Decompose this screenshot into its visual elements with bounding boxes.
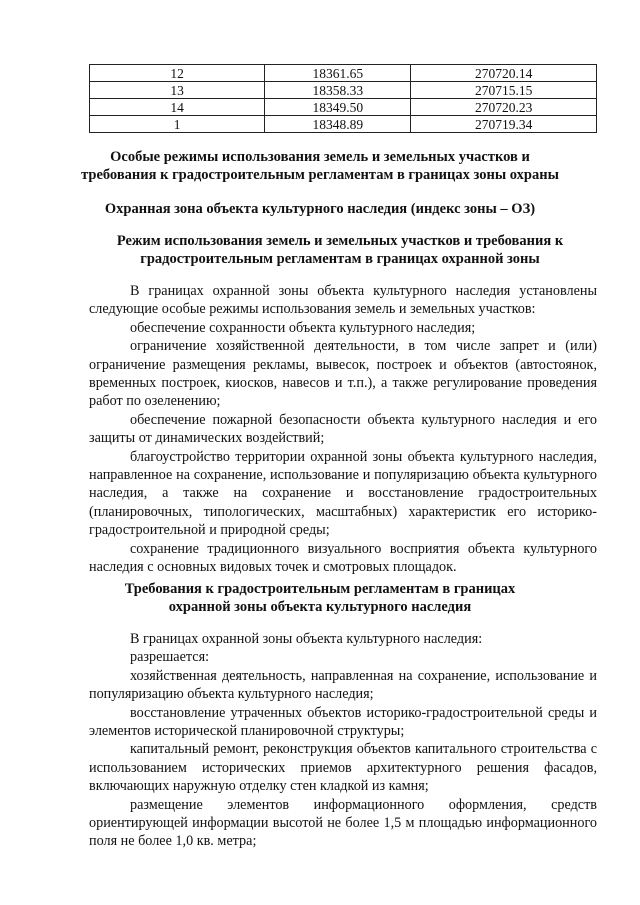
coord-y: 270715.15 — [411, 82, 597, 99]
coord-y: 270719.34 — [411, 116, 597, 133]
list-item: обеспечение сохранности объекта культурного наследия; — [130, 319, 476, 336]
list-item: благоустройство территории охранной зоны объекта культурного наследия, направленное на сохранение, использование и популяризацию объекта культурного наследия, а также на сохранение и восстановление градостроительных (планировочных, типологических, масштабных) характеристик его историко-градостроительной и природной среды; — [89, 448, 597, 539]
requirements-section — [89, 630, 597, 851]
point-number: 12 — [90, 65, 265, 82]
list-item: сохранение традиционного визуального восприятия объекта культурного наследия с основных видовых точек и смотровых площадок. — [89, 540, 597, 576]
coord-x: 18361.65 — [265, 65, 411, 82]
list-item: обеспечение пожарной безопасности объекта культурного наследия и его защиты от динамических воздействий; — [89, 411, 597, 447]
point-number: 14 — [90, 99, 265, 116]
allowed-label: разрешается: — [130, 649, 210, 666]
table-row — [90, 116, 597, 133]
zone-heading: Охранная зона объекта культурного наследия (индекс зоны – ОЗ) — [104, 201, 536, 217]
coord-y: 270720.14 — [411, 65, 597, 82]
requirements-heading: Требования к градостроительным регламентам в границах охранной зоны объекта культурного наследия — [124, 581, 516, 615]
list-item: ограничение хозяйственной деятельности, в том числе запрет и (или) ограничение размещения рекламы, вывесок, построек и объектов (автостоянок, временных построек, киосков, навесов и т.п.), а также регулирование проведения работ по озеленению; — [89, 338, 597, 410]
list-item: размещение элементов информационного оформления, средств ориентирующей информации высотой не более 1,5 м площадью информационного поля не более 1,0 кв. метра; — [89, 796, 597, 850]
coord-x: 18358.33 — [265, 82, 411, 99]
point-number: 1 — [90, 116, 265, 133]
paragraph: В границах охранной зоны объекта культурного наследия установлены следующие особые режимы использования земель и земельных участков: — [89, 283, 597, 318]
coordinates-table — [89, 64, 597, 133]
table-row — [90, 65, 597, 82]
table-row — [90, 82, 597, 99]
coord-x: 18349.50 — [265, 99, 411, 116]
table-row — [90, 99, 597, 116]
point-number: 13 — [90, 82, 265, 99]
list-item: капитальный ремонт, реконструкция объектов капитального строительства с использованием исторических приемов архитектурного решения фасадов, включающих наружную отделку стен кладкой из камня; — [89, 741, 597, 795]
regime-heading: Режим использования земель и земельных участков и требования к градостроительным регламентам в границах охранной зоны — [116, 233, 564, 267]
section-heading-special-regimes: Особые режимы использования земель и земельных участков и требования к градостроительным регламентам в границах зоны охраны — [81, 149, 559, 183]
list-item: хозяйственная деятельность, направленная на сохранение, использование и популяризацию объекта культурного наследия; — [89, 667, 597, 703]
list-item: восстановление утраченных объектов историко-градостроительной среды и элементов исторической планировочной структуры; — [89, 704, 597, 740]
regimes-section — [89, 282, 597, 577]
paragraph: В границах охранной зоны объекта культурного наследия: — [130, 631, 483, 647]
coord-y: 270720.23 — [411, 99, 597, 116]
coord-x: 18348.89 — [265, 116, 411, 133]
